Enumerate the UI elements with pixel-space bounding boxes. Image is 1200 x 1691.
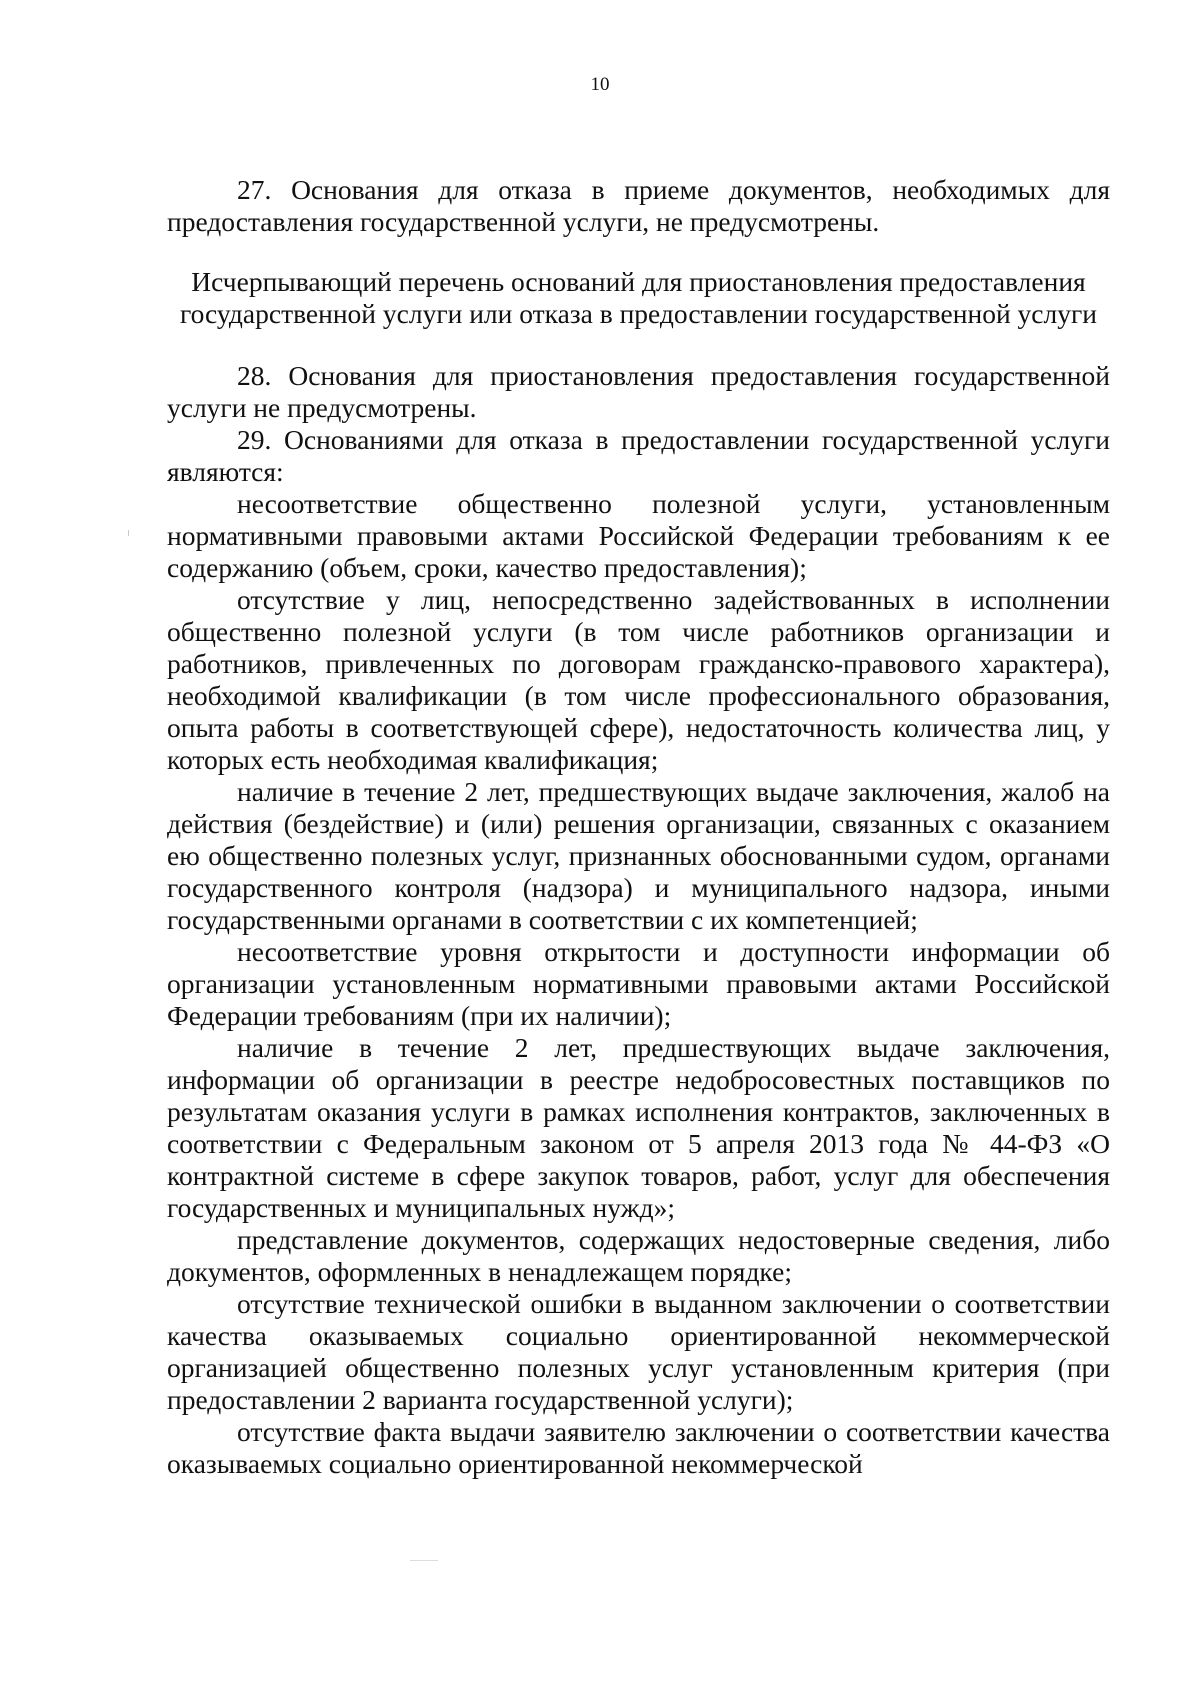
page-number: 10: [590, 74, 610, 95]
document-body: [167, 174, 1110, 1480]
list-item-4: несоответствие уровня открытости и доступности информации об организации установленным нормативными правовыми актами Российской Федерации требованиям (при их наличии);: [167, 936, 1110, 1031]
paragraph-29: 29. Основаниями для отказа в предоставлении государственной услуги являются:: [167, 424, 1110, 487]
section-heading: Исчерпывающий перечень оснований для приостановления предоставления государственной услуги или отказа в предоставлении государственной услуги: [180, 266, 1097, 329]
paragraph-28: 28. Основания для приостановления предоставления государственной услуги не предусмотрены.: [167, 360, 1110, 423]
list-item-8: отсутствие факта выдачи заявителю заключении о соответствии качества оказываемых социально ориентированной некоммерческой: [167, 1416, 1110, 1479]
list-item-6: представление документов, содержащих недостоверные сведения, либо документов, оформленных в ненадлежащем порядке;: [167, 1224, 1110, 1287]
list-item-2: отсутствие у лиц, непосредственно задействованных в исполнении общественно полезной услуги (в том числе работников организации и работников, привлеченных по договорам гражданско-правового характера), необходимой квалификации (в том числе профессионального образования, опыта работы в соответствующей сфере), недостаточность количества лиц, у которых есть необходимая квалификация;: [167, 584, 1110, 775]
scan-artifact: [410, 1560, 438, 1561]
paragraph-27: 27. Основания для отказа в приеме документов, необходимых для предоставления государственной услуги, не предусмотрены.: [167, 174, 1110, 237]
list-item-3: наличие в течение 2 лет, предшествующих выдаче заключения, жалоб на действия (бездействие) и (или) решения организации, связанных с оказанием ею общественно полезных услуг, признанных обоснованными судом, органами государственного контроля (надзора) и муниципального надзора, иными государственными органами в соответствии с их компетенцией;: [167, 776, 1110, 935]
scan-artifact: [128, 530, 129, 536]
list-item-5: наличие в течение 2 лет, предшествующих выдаче заключения, информации об организации в реестре недобросовестных поставщиков по результатам оказания услуги в рамках исполнения контрактов, заключенных в соответствии с Федеральным законом от 5 апреля 2013 года № 44-ФЗ «О контрактной системе в сфере закупок товаров, работ, услуг для обеспечения государственных и муниципальных нужд»;: [167, 1032, 1110, 1223]
list-item-7: отсутствие технической ошибки в выданном заключении о соответствии качества оказываемых социально ориентированной некоммерческой организацией общественно полезных услуг установленным критерия (при предоставлении 2 варианта государственной услуги);: [167, 1288, 1110, 1415]
list-item-1: несоответствие общественно полезной услуги, установленным нормативными правовыми актами Российской Федерации требованиям к ее содержанию (объем, сроки, качество предоставления);: [167, 488, 1110, 583]
